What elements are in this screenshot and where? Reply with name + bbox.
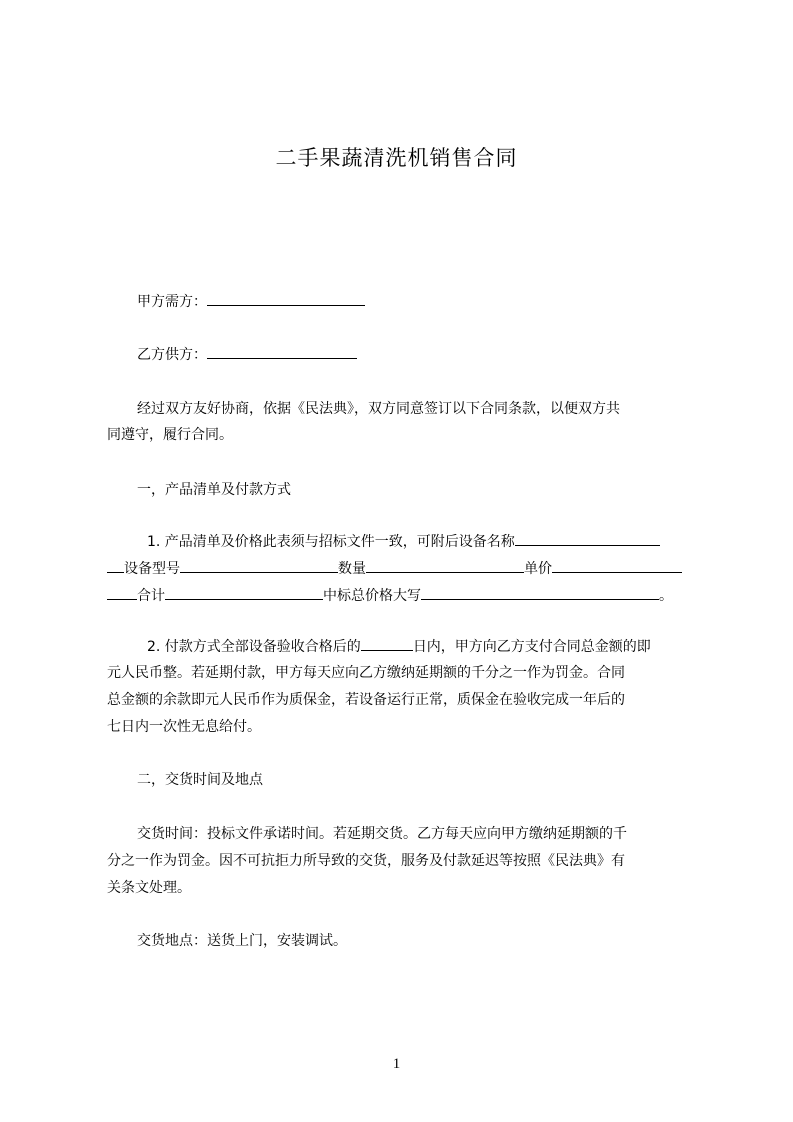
clause-2-line-3: 总金额的余款即元人民币作为质保金，若设备运行正常，质保金在验收完成一年后的 — [107, 692, 625, 708]
delivery-place-line: 交货地点：送货上门，安装调试。 — [137, 933, 347, 949]
unit-price-blank[interactable] — [552, 557, 682, 573]
section-2-heading: 二，交货时间及地点 — [137, 772, 263, 788]
delivery-time-line-2: 分之一作为罚金。因不可抗拒力所导致的交货，服务及付款延迟等按照《民法典》有 — [107, 853, 625, 869]
party-a-line — [137, 290, 365, 314]
party-b-label: 乙方供方： — [137, 347, 207, 363]
clause-1-text: 1. 产品清单及价格此表须与招标文件一致，可附后设备名称 — [147, 534, 515, 550]
clause-2-line-1 — [147, 635, 651, 659]
model-blank[interactable] — [180, 557, 338, 573]
model-label: 设备型号 — [124, 561, 180, 577]
clause-1-line-1 — [147, 530, 660, 554]
clause-1-end: 。 — [659, 588, 673, 604]
clause-2-line-2: 元人民币整。若延期付款，甲方每天应向乙方缴纳延期额的千分之一作为罚金。合同 — [107, 665, 625, 681]
equipment-name-blank[interactable] — [515, 530, 660, 546]
delivery-time-line-1: 交货时间：投标文件承诺时间。若延期交货。乙方每天应向甲方缴纳延期额的千 — [137, 826, 627, 842]
quantity-blank[interactable] — [366, 557, 524, 573]
party-a-label: 甲方需方： — [137, 294, 207, 310]
party-b-blank[interactable] — [207, 343, 357, 359]
equipment-name-blank-cont[interactable] — [107, 557, 124, 573]
clause-1-line-3 — [107, 584, 673, 608]
total-blank[interactable] — [165, 584, 323, 600]
intro-line-2: 同遵守，履行合同。 — [107, 427, 233, 443]
intro-line-1: 经过双方友好协商，依据《民法典》，双方同意签订以下合同条款，以便双方共 — [137, 401, 620, 417]
bid-total-label: 中标总价格大写 — [323, 588, 421, 604]
clause-2-text-a: 2. 付款方式全部设备验收合格后的 — [147, 639, 361, 655]
clause-2-text-b: 日内，甲方向乙方支付合同总金额的即 — [412, 639, 651, 655]
clause-2-line-4: 七日内一次性无息给付。 — [107, 719, 261, 735]
party-b-line — [137, 343, 357, 367]
quantity-label: 数量 — [338, 561, 366, 577]
clause-1-line-2 — [107, 557, 682, 581]
party-a-blank[interactable] — [207, 290, 365, 306]
section-1-heading: 一，产品清单及付款方式 — [137, 482, 291, 498]
days-blank[interactable] — [361, 635, 413, 651]
unit-price-blank-cont[interactable] — [107, 584, 137, 600]
unit-price-label: 单价 — [524, 561, 552, 577]
bid-total-blank[interactable] — [421, 584, 659, 600]
total-label: 合计 — [137, 588, 165, 604]
document-title: 二手果蔬清洗机销售合同 — [275, 146, 518, 170]
page-number: 1 — [392, 1056, 401, 1072]
delivery-time-line-3: 关条文处理。 — [107, 880, 191, 896]
